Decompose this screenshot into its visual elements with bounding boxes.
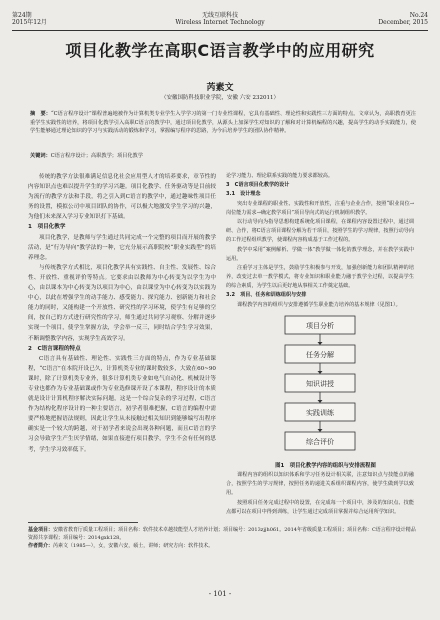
header-date-cn: 2015年12月 (12, 19, 47, 26)
section-heading: 3 C语言项目化教学的设计 (226, 182, 290, 189)
flowchart-arrowhead (318, 342, 323, 345)
footnote-fund (28, 526, 416, 542)
header-issue-en: No.24 (409, 12, 428, 19)
header-center (12, 12, 428, 26)
body-paragraph: 与传统教学方式相比，项目化教学具有实践性、自主性、发展性、综合性、开放性、重视评价等特点。它要求由以教师为中心转变为以学生为中心，由以课本为中心转变为以项目为中心，由以课堂为中心转变为以实践为中心，以此在增强学生的动手能力、感受能力、探究能力、创新能力和社会能力的同时，又能构建一个开放性、研究性的学习环境，使学生有足够的空间，按自己的方式进行研究性的学习，师生通过共同学习观察、分解并逐步实现一个项目，使学生掌握方法，学会举一反三，同时结合学生学习效果，不断调整教学内容，实现学生高效学习。 (28, 264, 216, 342)
flowchart-arrowhead (318, 429, 323, 432)
flowchart-arrowhead (318, 371, 323, 374)
abstract-text: “C语言程序设计”课程普遍地被作为计算机类专业学生入学学习的第一门专业性课程，它具有基础性、理论性和实践性三方面的特点。文章认为，高职教育更注重学生实践性的培养，将项目化教学引入高职C语言的教学中，通过项目化教学，从源头上加深学生对知识的了解和对计算机编程的兴趣，提高学生的动手实践能力，使学生能够通过理论知识的学习与实践活动的锻炼和学习，掌握编写程序的思路，为今后培养学生的团队协作精神。 (30, 111, 416, 135)
subsection-heading: 3.2 项目、任务和训练组织与安排 (226, 292, 307, 299)
flowchart-box-label: 任务分解 (306, 350, 334, 359)
body-paragraph: 以行动导向为指导思想构建系统化项目课程，在课程内容设置过程中，通过调研、合作，将C语言项目课程分解为若干项目，按照学生的学习规律，按照行动导向的工作过程组织教学，使课程内容构成基于工作过程的。 (226, 218, 414, 244)
header-issue-cn: 第24期 (12, 12, 32, 19)
fund-label: 基金项目： (28, 527, 54, 533)
body-column-right (226, 172, 414, 517)
fund-text: 安徽省教育厅质量工程项目；项目名称：软件技术卓越技能型人才培养计划；项目编号：2013zjjh061。2014年省级质量工程项目；项目名称：C语言程序设计精品资源共享课程；项目编号：2014gxk128。 (28, 527, 416, 541)
flowchart-box-label: 实践训练 (306, 408, 334, 417)
body-column-left (28, 172, 216, 455)
footnote-bio (28, 542, 416, 550)
body-paragraph: 论学习能力、理论联系实践的能力要求都较高。 (226, 173, 333, 179)
subsection-heading: 3.1 设计理念 (226, 191, 261, 198)
flowchart-box-label: 项目分析 (306, 321, 334, 330)
body-paragraph: 课程教学内容的组织与安排遵循学生职业能力培养的基本规律（见图1）。 (237, 301, 401, 308)
header-right (378, 12, 428, 26)
keywords (30, 152, 416, 160)
author-name: 芮素文 (206, 83, 234, 93)
body-paragraph: 按照项目任务完成过程中的设置，在完成每一个项目中，涉及的知识点、技能点都可以在项目中得到训练，让学生通过完成项目掌握并综合运用所学知识。 (226, 499, 414, 515)
body-paragraph: 突出专业课程的职业性、实践性和开放性，注重与企业合作，按照“职业岗位→岗位能力需求→确定教学项目”项目导向式的运行机制组织教学。 (226, 200, 414, 216)
footnote (28, 526, 416, 550)
header-journal-cn: 无线互联科技 (201, 12, 238, 19)
keywords-text: C语言程序设计；高职教学；项目化教学 (50, 153, 143, 159)
header-date-en: December, 2015 (378, 19, 428, 26)
author-affiliation: （安徽国防科技职业学院，安徽 六安 232011） (161, 95, 279, 101)
flowchart-arrowhead (318, 400, 323, 403)
body-paragraph: 注重学习主体是学生，鼓励学生积极参与开发，加强创新能力和团队精神的培养，改变过去单一教学模式，将专业知识和职业能力融于教学全过程，以提高学生的综合素质，为学生以后更好地从事相关工作奠定基础。 (226, 264, 414, 290)
abstract-label: 摘 要： (30, 111, 51, 117)
flowchart-figure (240, 312, 400, 462)
body-paragraph: C语言具有基础性、理论性、实践性三方面的特点，作为专业基础课程，“C语言”在本院开设已久，计算机类专业的课时数较多，大致在60~90课时，除了计算机类专业外，很多计算机类专业如电气自动化、机械设计等专业也都作为专业基础课或作为专业选修课开设了本课程，程序设计的本质就是设计计算机程序解决实际问题，这是一个综合复杂的学习过程，C语言作为结构化程序设计的一种主要语言，初学者很难把握，C语言的编程中需要严格地把握语法规则，因此让学生从未接触过相关知识到能够编写出程序确实是一个较大的跨越，对于初学者来说会出现各种问题，而且C语言的学习会导致学生产生厌学情绪，如果直接进行项目教学，学生不会有任何的思考，学生学习效率低下。 (28, 355, 216, 453)
header-divider (12, 30, 428, 31)
body-paragraph: 项目化教学，是教师与学生通过共同完成一个完整的项目而开展的教学活动，是“行为导向”教学法的一种，它充分展示高职院校“职业实践型”的培养理念。 (28, 234, 216, 261)
body-paragraph: 课程内容的组织以知识体系和学习任务设计相关联，注意知识点与技能点的融合，按照学生的学习规律，按照任务的递进关系组织课程内容，使学生做到学以致用。 (226, 472, 414, 497)
article-title: 项目化教学在高职C语言教学中的应用研究 (65, 41, 375, 60)
footnote-divider (28, 522, 138, 523)
header-journal-en: Wireless Internet Technology (175, 19, 265, 26)
page-number: - 101 - (208, 590, 232, 598)
figure-caption: 图1 项目化教学内容的组织与安排流程图 (275, 462, 376, 469)
body-paragraph: 传统的教学方法很难满足信息化社会应用型人才的培养要求，章节性的内容知识点也难以提升学生的学习兴趣。项目化教学、任务驱动等是目前较为流行的教学方法和手段，将之引入到C语言的教学中，通过趣味性项目任务的设置，模拟公司中项目团队的协作，可以极大地激发学生学习的兴趣，为他们未来深入学习专业知识打下基础。 (28, 174, 216, 221)
flowchart-box-label: 知识讲授 (306, 379, 334, 388)
bio-label: 作者简介： (28, 543, 54, 549)
section-heading: 2 C语言课程的特点 (28, 345, 81, 352)
abstract (30, 110, 416, 136)
flowchart-box-label: 综合评价 (306, 437, 334, 446)
bio-text: 芮素文（1985—），女，安徽六安，硕士，讲师；研究方向：软件技术。 (53, 543, 214, 549)
keywords-label: 关键词： (30, 153, 51, 159)
section-heading: 1 项目化教学 (28, 224, 66, 231)
body-paragraph: 教学中采用“案例解析、学做一体”教学做一体化的教学理念，并在教学实践中运用。 (226, 246, 414, 262)
